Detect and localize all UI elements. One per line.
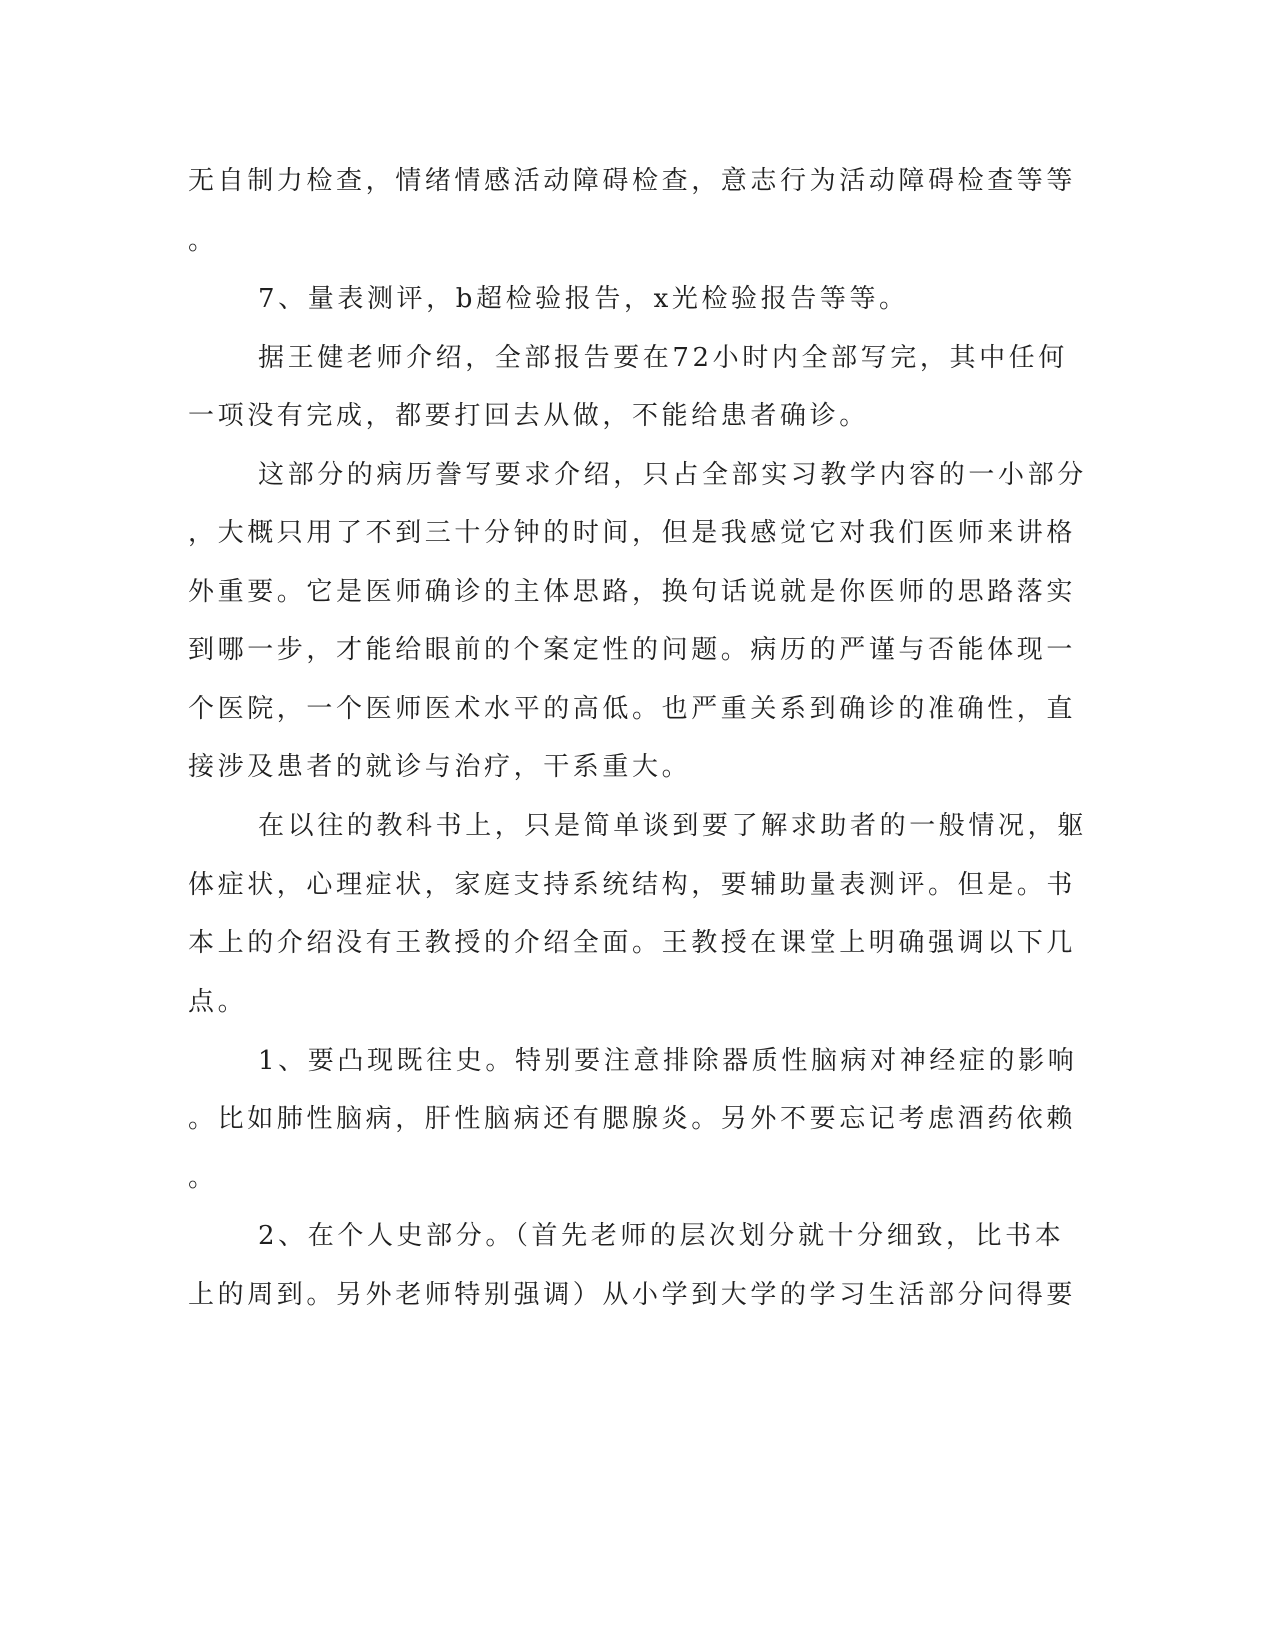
text-line: 无自制力检查，情绪情感活动障碍检查，意志行为活动障碍检查等等 bbox=[188, 166, 1077, 196]
text-line: ，大概只用了不到三十分钟的时间，但是我感觉它对我们医师来讲格 bbox=[188, 518, 1077, 548]
text-line: 在以往的教科书上，只是简单谈到要了解求助者的一般情况，躯 bbox=[258, 811, 1087, 841]
text-line: 7、量表测评，b超检验报告，x光检验报告等等。 bbox=[258, 284, 909, 314]
text-line: 。 bbox=[188, 226, 218, 256]
text-line: 1、要凸现既往史。特别要注意排除器质性脑病对神经症的影响 bbox=[258, 1046, 1078, 1076]
text-line: 点。 bbox=[188, 987, 248, 1017]
text-line: 2、在个人史部分。（首先老师的层次划分就十分细致，比书本 bbox=[258, 1221, 1065, 1251]
text-line: 。 bbox=[188, 1163, 218, 1193]
text-line: 接涉及患者的就诊与治疗，干系重大。 bbox=[188, 752, 692, 782]
text-line: 上的周到。另外老师特别强调）从小学到大学的学习生活部分问得要 bbox=[188, 1280, 1077, 1310]
text-line: 个医院，一个医师医术水平的高低。也严重关系到确诊的准确性，直 bbox=[188, 694, 1077, 724]
text-line: 到哪一步，才能给眼前的个案定性的问题。病历的严谨与否能体现一 bbox=[188, 635, 1077, 665]
text-line: 外重要。它是医师确诊的主体思路，换句话说就是你医师的思路落实 bbox=[188, 577, 1077, 607]
text-line: 本上的介绍没有王教授的介绍全面。王教授在课堂上明确强调以下几 bbox=[188, 928, 1077, 958]
text-line: 这部分的病历誊写要求介绍，只占全部实习教学内容的一小部分 bbox=[258, 460, 1087, 490]
text-line: 据王健老师介绍，全部报告要在72小时内全部写完，其中任何 bbox=[258, 343, 1068, 373]
text-line: 一项没有完成，都要打回去从做，不能给患者确诊。 bbox=[188, 401, 869, 431]
text-line: 体症状，心理症状，家庭支持系统结构，要辅助量表测评。但是。书 bbox=[188, 870, 1077, 900]
text-line: 。比如肺性脑病，肝性脑病还有腮腺炎。另外不要忘记考虑酒药依赖 bbox=[188, 1104, 1077, 1134]
